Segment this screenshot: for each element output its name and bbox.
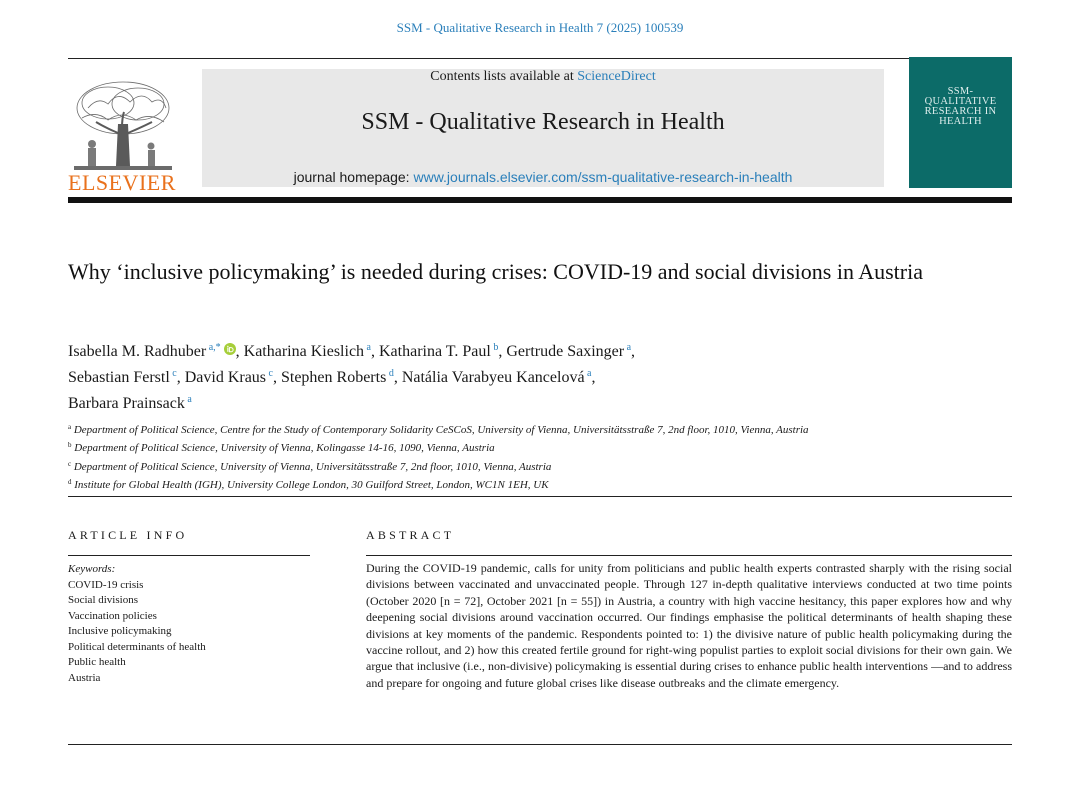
cover-line: RESEARCH IN (924, 106, 997, 117)
top-rule (68, 58, 1012, 59)
author-separator: , (631, 343, 636, 360)
author-name[interactable]: Natália Varabyeu Kancelová (401, 369, 585, 386)
author-affiliation-marker[interactable]: a (584, 368, 592, 379)
contents-line (202, 69, 884, 85)
journal-masthead (202, 69, 884, 187)
author-list (68, 337, 968, 415)
cover-line: QUALITATIVE (924, 96, 997, 107)
homepage-prefix: journal homepage: (293, 169, 414, 185)
cover-title (909, 87, 1012, 127)
author-name[interactable]: Katharina Kieslich (243, 343, 365, 360)
affiliation-key: a (68, 423, 72, 431)
affiliation-text: Department of Political Science, University of Vienna, Kolingasse 14-16, 1090, Vienna, Austria (71, 442, 495, 455)
author-name[interactable]: Gertrude Saxinger (506, 343, 625, 360)
affiliation-text: Department of Political Science, Centre for the Study of Contemporary Solidarity CeSCoS, University of Vienna, Universitätsstraße 7, 2nd floor, 1010, Vienna, Austria (71, 424, 809, 436)
article-info-heading: ARTICLE INFO (68, 528, 188, 542)
cover-line: SSM- (947, 86, 974, 97)
author-separator: , (176, 369, 185, 386)
section-rule (68, 496, 1012, 497)
author-name[interactable]: Sebastian Ferstl (68, 369, 170, 386)
author-name[interactable]: Barbara Prainsack (68, 395, 185, 412)
affiliation-item (68, 420, 1008, 438)
author-affiliation-marker[interactable]: a (184, 394, 192, 405)
orcid-icon[interactable] (224, 343, 236, 355)
abstract-heading: ABSTRACT (366, 528, 455, 542)
homepage-line (202, 169, 884, 185)
author-separator: , (591, 369, 596, 386)
journal-name: SSM - Qualitative Research in Health (361, 109, 725, 135)
journal-cover-thumbnail[interactable] (909, 57, 1012, 188)
author-name[interactable]: Stephen Roberts (280, 369, 387, 386)
author-affiliation-marker[interactable]: a (624, 342, 632, 353)
author-affiliation-marker[interactable]: b (490, 342, 499, 353)
author-name[interactable]: Katharina T. Paul (379, 343, 491, 360)
cover-line: HEALTH (939, 116, 982, 127)
affiliation-key: c (68, 459, 72, 468)
abstract-text: During the COVID-19 pandemic, calls for unity from politicians and public health experts contrasted sharply with the rising social divisions between vaccinated and unvaccinated people. Through 127 in-depth qualitative interviews conducted at two time points (October 2020 [n = 72], October 2021 [n = 55]) in Austria, a country with high vaccine hesitancy, this paper explores how and why deepening social divisions around vaccination occurred. Our findings emphasise the political determinants of health shaping these divisions at key moments of the pandemic. Respondents pointed to: 1) the divisive nature of public health policymaking during the vaccine rollout, and 2) how this created fertile ground for right-wing populist parties to exploit social divisions for their own gain. We argue that inclusive (i.e., non-divisive) policymaking is essential during crises to enhance public health interventions —and to address and prepare for ongoing and future global crises like disease outbreaks and the climate emergency. (366, 561, 1012, 690)
author-name[interactable]: Isabella M. Radhuber (68, 343, 207, 360)
journal-citation-link[interactable]: SSM - Qualitative Research in Health 7 (2025) 100539 (396, 20, 684, 35)
author-affiliation-marker[interactable]: c (169, 368, 177, 379)
affiliation-key: d (68, 477, 72, 486)
keyword-item[interactable]: Vaccination policies (68, 609, 157, 622)
keyword-item[interactable]: Austria (68, 671, 101, 684)
bottom-rule (68, 744, 1012, 745)
affiliation-key: b (68, 441, 72, 450)
contents-prefix: Contents lists available at (430, 69, 578, 84)
author-separator: , (498, 343, 507, 360)
author-affiliation-marker[interactable]: c (266, 368, 273, 379)
keywords-list (68, 578, 308, 687)
affiliation-text: Department of Political Science, University of Vienna, Universitätsstraße 7, 2nd floor, 1010, Vienna, Austria (71, 460, 552, 473)
author-affiliation-marker[interactable]: a (364, 342, 371, 353)
keyword-item[interactable]: Public health (68, 656, 126, 668)
keyword-item[interactable]: Political determinants of health (68, 640, 206, 653)
affiliation-item (68, 438, 1008, 456)
affiliation-item (68, 457, 1008, 475)
author-separator: , (272, 369, 281, 386)
journal-homepage-link[interactable]: www.journals.elsevier.com/ssm-qualitative-research-in-health (413, 169, 793, 185)
sciencedirect-link[interactable]: ScienceDirect (577, 69, 656, 84)
article-info-rule (68, 555, 310, 556)
abstract-rule (366, 555, 1012, 556)
keyword-item[interactable]: Inclusive policymaking (68, 625, 172, 637)
author-separator: , (393, 369, 402, 386)
author-name[interactable]: David Kraus (184, 369, 267, 386)
author-affiliation-marker[interactable]: d (386, 368, 394, 379)
author-affiliation-marker[interactable]: a,* (206, 342, 221, 353)
keywords-label: Keywords: (68, 563, 116, 575)
header-thick-rule (68, 197, 1012, 203)
affiliation-text: Institute for Global Health (IGH), University College London, 30 Guilford Street, London, WC1N 1EH, UK (71, 478, 549, 491)
keyword-item[interactable]: Social divisions (68, 594, 138, 606)
article-title: Why ‘inclusive policymaking’ is needed during crises: COVID-19 and social divisions in Austria (68, 259, 923, 284)
affiliations-list (68, 420, 1008, 493)
author-separator: , (371, 343, 379, 360)
keywords-block (68, 562, 308, 686)
keyword-item[interactable]: COVID-19 crisis (68, 578, 144, 591)
elsevier-wordmark: ELSEVIER (68, 170, 176, 195)
author-separator: , (235, 343, 244, 360)
affiliation-item (68, 475, 1008, 493)
